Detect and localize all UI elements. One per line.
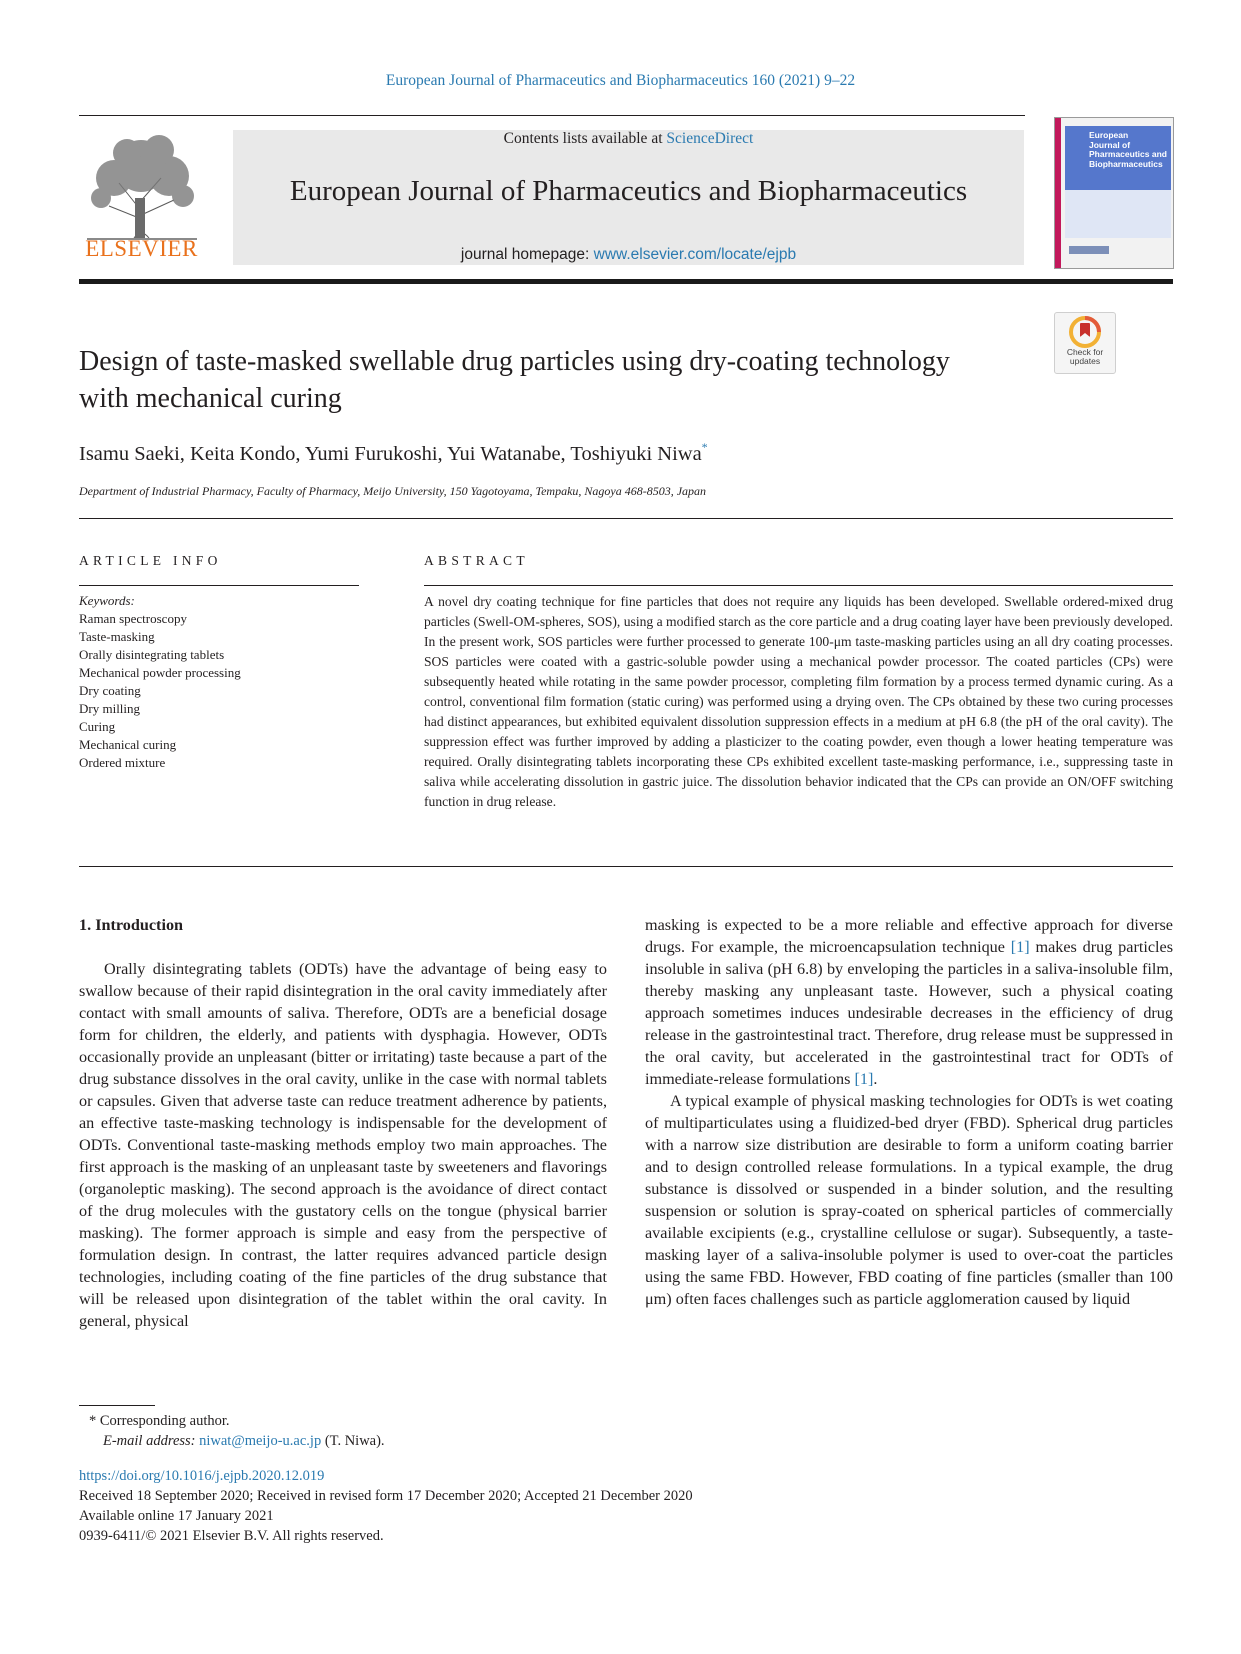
contents-line: Contents lists available at ScienceDirect [503, 130, 754, 147]
keyword-item: Dry milling [79, 701, 141, 716]
introduction-heading: 1. Introduction [79, 916, 184, 934]
abstract-heading: ABSTRACT [424, 553, 529, 568]
keyword-item: Taste-masking [79, 629, 155, 644]
article-info-heading: ARTICLE INFO [79, 553, 222, 568]
cover-title-line: European [1089, 130, 1129, 140]
body-paragraph: Orally disintegrating tablets (ODTs) have the advantage of being easy to swallow because of their rapid disintegration in the oral cavity immediately after contact with small amounts of saliva. Therefore, ODTs are a beneficial dosage form for children, the elderly, and patients with dysphagia. However, ODTs occasionally provide an unpleasant (bitter or irritating) taste because a part of the drug substance dissolves in the oral cavity, unlike in the case with normal tablets or capsules. Given that adverse taste can reduce treatment adherence by patients, an effective taste-masking technology is indispensable for the development of ODTs. Conventional taste-masking methods employ two main approaches. The first approach is the masking of an unpleasant taste by sweeteners and flavorings (organoleptic masking). The second approach is the avoidance of direct contact of the drug molecules with the gustatory cells on the tongue (physical barrier masking). The former approach is simple and easy from the perspective of formulation design. In contrast, the latter requires advanced particle design technologies, including coating of the fine particles of the drug substance that will be released upon disintegration of the tablet within the oral cavity. In general, physical [79, 960, 607, 1330]
email-line: E-mail address: niwat@meijo-u.ac.jp (T. Niwa). [103, 1433, 385, 1449]
keywords-block [79, 592, 369, 772]
article-title: Design of taste-masked swellable drug particles using dry-coating technology with mechanical curing [79, 346, 950, 414]
abstract-rule [424, 585, 1173, 586]
affiliation: Department of Industrial Pharmacy, Faculty of Pharmacy, Meijo University, 150 Yagotoyama, Tempaku, Nagoya 468-8503, Japan [79, 484, 707, 498]
keyword-item: Dry coating [79, 683, 141, 698]
article-info-rule [79, 585, 359, 586]
body-paragraph: masking is expected to be a more reliable and effective approach for diverse drugs. For example, the microencapsulation technique [1] makes drug particles insoluble in saliva (pH 6.8) by enveloping the particles in a saliva-insoluble film, thereby masking any unpleasant taste. However, such a physical coating approach sometimes induces undesirable decreases in the efficiency of drug release in the gastrointestinal tract. Therefore, drug release must be suppressed in the oral cavity, but accelerated in the gastrointestinal tract for ODTs of immediate-release formulations [1]. [645, 916, 1174, 1088]
copyright: 0939-6411/© 2021 Elsevier B.V. All rights reserved. [79, 1528, 384, 1544]
title-rule [79, 518, 1173, 519]
journal-citation[interactable] [0, 72, 1241, 90]
cover-art [1065, 190, 1171, 238]
journal-banner [233, 130, 1024, 265]
citation-link[interactable]: European Journal of Pharmaceutics and Biopharmaceutics 160 (2021) 9–22 [385, 72, 856, 89]
author-list: Isamu Saeki, Keita Kondo, Yumi Furukoshi, Yui Watanabe, Toshiyuki Niwa* [79, 440, 708, 465]
body-paragraph: A typical example of physical masking technologies for ODTs is wet coating of multiparticulates using a fluidized-bed dryer (FBD). Spherical drug particles with a narrow size distribution are desirable to form a uniform coating barrier and to design controlled release formulations. In a typical example, the drug substance is dissolved or suspended in a binder solution, and the resulting suspension or solution is spray-coated on spherical particles of commercially available excipients (e.g., crystalline cellulose or sugar). Subsequently, a taste-masking layer of a saliva-insoluble polymer is used to over-coat the particles using the same FBD. However, FBD coating of fine particles (smaller than 100 μm) often faces challenges such as particle agglomeration caused by liquid [645, 1092, 1173, 1308]
sciencedirect-link[interactable]: ScienceDirect [666, 130, 754, 147]
keyword-item: Mechanical powder processing [79, 665, 241, 680]
cover-title-line: Biopharmaceutics [1089, 158, 1163, 169]
cover-title-block [1065, 126, 1171, 190]
elsevier-wordmark: ELSEVIER [85, 236, 198, 261]
check-updates-icon [1055, 315, 1115, 351]
email-link[interactable]: niwat@meijo-u.ac.jp [199, 1433, 322, 1449]
doi-link[interactable]: https://doi.org/10.1016/j.ejpb.2020.12.019 [79, 1468, 325, 1484]
footnote-rule [79, 1405, 155, 1406]
journal-homepage: journal homepage: www.elsevier.com/locate/ejpb [460, 246, 797, 263]
corresponding-author-mark[interactable]: * [701, 440, 708, 454]
keyword-item: Orally disintegrating tablets [79, 647, 225, 662]
cover-title-line: Pharmaceutics and [1089, 149, 1167, 159]
footnote [79, 1411, 385, 1451]
keyword-item: Mechanical curing [79, 737, 177, 752]
elsevier-logo [79, 128, 204, 263]
cover-publisher-mark [1069, 246, 1109, 254]
body-left-column [79, 914, 607, 1332]
cover-spine [1055, 118, 1061, 268]
header-rule [79, 115, 1025, 116]
reference-link[interactable]: [1] [1010, 938, 1030, 956]
keywords-label: Keywords: [79, 593, 135, 608]
reference-link[interactable]: [1] [854, 1070, 874, 1088]
homepage-link[interactable]: www.elsevier.com/locate/ejpb [593, 246, 797, 263]
keyword-item: Ordered mixture [79, 755, 166, 770]
journal-cover[interactable] [1054, 117, 1174, 269]
keyword-item: Curing [79, 719, 116, 734]
cover-title-line: Journal of [1089, 139, 1131, 150]
keyword-item: Raman spectroscopy [79, 611, 187, 626]
publication-details [79, 1466, 693, 1546]
journal-title: European Journal of Pharmaceutics and Biopharmaceutics [289, 175, 968, 207]
abstract-text: A novel dry coating technique for fine particles that does not require any liquids has been developed. Swellable ordered-mixed drug particles (Swell-OM-spheres, SOS), using a modified starch as the core particle and a drug coating layer have been previously developed. In the present work, SOS particles were further processed to generate 100-μm taste-masking particles using an all dry coating processes. SOS particles were coated with a gastric-soluble powder using a mechanical powder processor. The coated particles (CPs) were subsequently heated while rotating in the same powder processor, completing film formation by a process termed dynamic curing. As a control, conventional film formation (static curing) was performed using a drying oven. The CPs obtained by these two curing processes had distinct appearances, but exhibited equivalent dissolution suppression effects in a medium at pH 6.8 (the pH of the oral cavity). The suppression effect was further improved by adding a plasticizer to the coating powder, even though a lower heating temperature was required. Orally disintegrating tablets incorporating these CPs exhibited excellent taste-masking performance, i.e., suppressing taste in saliva while accelerating dissolution in gastric juice. The dissolution behavior indicated that the CPs can provide an ON/OFF switching function in drug release. [424, 594, 1173, 809]
received-dates: Received 18 September 2020; Received in revised form 17 December 2020; Accepted 21 December 2020 [79, 1488, 693, 1504]
header-thick-rule [79, 279, 1173, 284]
body-right-column [645, 914, 1173, 1310]
abstract-bottom-rule [79, 866, 1173, 867]
available-online: Available online 17 January 2021 [79, 1508, 274, 1524]
check-for-updates-badge[interactable] [1054, 312, 1116, 374]
check-updates-label: Check for updates [1066, 347, 1104, 366]
corresponding-author-note: * Corresponding author. [89, 1413, 230, 1429]
